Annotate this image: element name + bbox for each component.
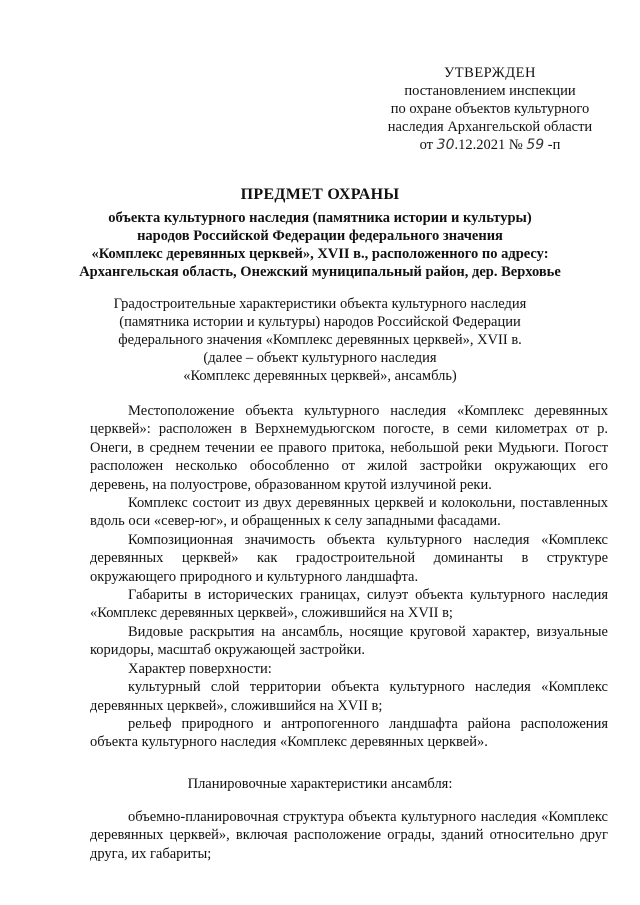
approval-date-line xyxy=(360,136,620,154)
approval-line: постановлением инспекции xyxy=(404,83,576,99)
page-title: ПРЕДМЕТ ОХРАНЫ xyxy=(240,186,400,203)
paragraph: культурный слой территории объекта культурного наследия «Комплекс деревянных церквей», сложившийся на XVII в; xyxy=(90,679,608,714)
approval-line: по охране объектов культурного xyxy=(390,101,590,117)
heading-line: «Комплекс деревянных церквей», XVII в., расположенного по адресу: xyxy=(91,246,549,262)
paragraph: Габариты в исторических границах, силуэт объекта культурного наследия «Комплекс деревянных церквей», сложившийся на XVII в; xyxy=(90,587,608,622)
handwritten-day: 30 xyxy=(436,137,455,153)
section-heading-planning: Планировочные характеристики ансамбля: xyxy=(187,776,453,792)
section-line: (памятника истории и культуры) народов Российской Федерации xyxy=(119,314,521,330)
approval-stamp xyxy=(360,64,620,154)
section-heading-urban xyxy=(80,295,560,385)
body-text-urban xyxy=(90,402,608,752)
paragraph: Местоположение объекта культурного наследия «Комплекс деревянных церквей»: расположен в Верхнемудьюгском погосте, в семи километрах от р. Онеги, в среднем течении ее правого притока, небольшой реки Мудьюги. Погост расположен несколько обособленно от жилой застройки окружающих его деревень, на полуострове, образованном крутой излучиной реки. xyxy=(90,403,608,493)
approval-line: наследия Архангельской области xyxy=(387,119,593,135)
paragraph: Композиционная значимость объекта культурного наследия «Комплекс деревянных церквей» как градостроительной доминанты в структуре окружающего природного и культурного ландшафта. xyxy=(90,531,608,585)
section-line: Градостроительные характеристики объекта культурного наследия xyxy=(113,296,527,312)
section-line: (далее – объект культурного наследия xyxy=(203,350,437,366)
number-suffix: -п xyxy=(547,137,561,153)
paragraph: Видовые раскрытия на ансамбль, носящие круговой характер, визуальные коридоры, масштаб окружающей застройки. xyxy=(90,623,608,659)
section-line: «Комплекс деревянных церквей», ансамбль) xyxy=(183,368,457,384)
handwritten-number: 59 xyxy=(526,137,545,153)
paragraph: объемно-планировочная структура объекта культурного наследия «Комплекс деревянных церквей», включая расположение ограды, зданий относительно друг друга, их габариты; xyxy=(90,809,608,862)
heading-line: Архангельская область, Онежский муниципальный район, дер. Верховье xyxy=(79,264,561,280)
body-text-planning xyxy=(90,803,608,863)
date-prefix: от xyxy=(419,137,434,153)
approval-title: УТВЕРЖДЕН xyxy=(444,65,536,81)
section-line: федерального значения «Комплекс деревянных церквей», XVII в. xyxy=(118,332,522,348)
paragraph: Комплекс состоит из двух деревянных церквей и колокольни, поставленных вдоль оси «север-юг», и обращенных к селу западными фасадами. xyxy=(90,495,608,530)
heading-line: объекта культурного наследия (памятника истории и культуры) xyxy=(108,210,532,226)
paragraph: Характер поверхности: xyxy=(128,660,272,677)
paragraph: рельеф природного и антропогенного ландшафта района расположения объекта культурного наследия «Комплекс деревянных церквей». xyxy=(90,715,608,751)
document-heading xyxy=(50,186,590,281)
heading-line: народов Российской Федерации федерального значения xyxy=(137,228,503,244)
date-rest: .12.2021 № xyxy=(454,137,523,153)
